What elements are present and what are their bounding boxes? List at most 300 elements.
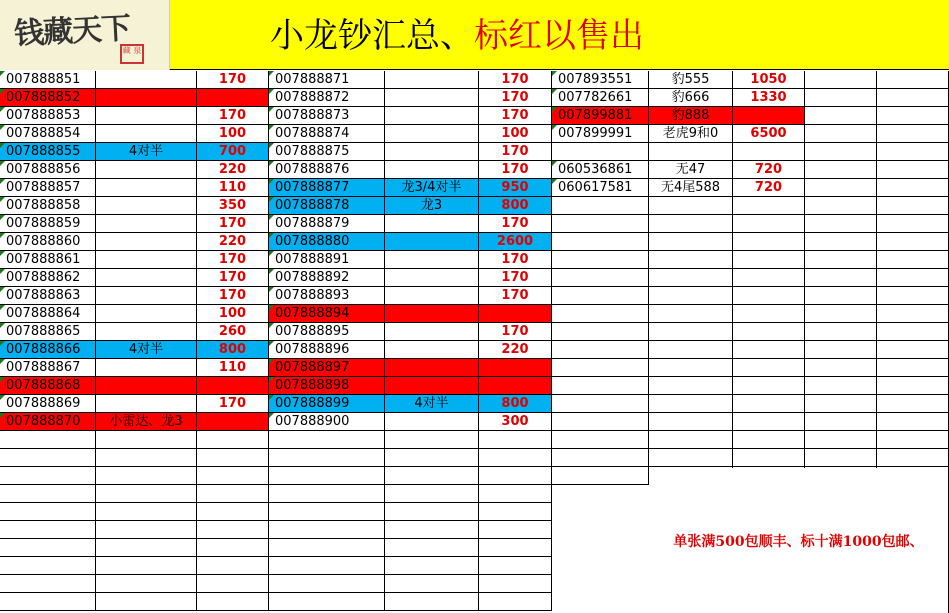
table-cell-note: [96, 215, 197, 233]
table-cell-price: [733, 233, 805, 251]
cell-comment-marker: [0, 161, 5, 166]
table-cell-note: [96, 575, 197, 593]
table-cell-price: [479, 359, 552, 377]
cell-comment-marker: [269, 305, 274, 310]
table-cell-price: [479, 449, 552, 467]
table-cell-price: 170: [479, 251, 552, 269]
table-cell-num: 007888891: [269, 251, 385, 269]
cell-comment-marker: [269, 413, 274, 418]
table-cell-num: [552, 197, 649, 215]
cell-comment-marker: [269, 179, 274, 184]
table-cell-note: [385, 431, 479, 449]
table-cell-note: [649, 287, 733, 305]
cell-comment-marker: [269, 161, 274, 166]
table-cell-note: [385, 287, 479, 305]
table-cell-price: [479, 485, 552, 503]
table-cell-price: [479, 521, 552, 539]
table-cell-num: 007888860: [0, 233, 96, 251]
cell-comment-marker: [0, 125, 5, 130]
table-cell-num: 007888866: [0, 341, 96, 359]
table-cell-price: 170: [479, 287, 552, 305]
cell-comment-marker: [0, 269, 5, 274]
empty-cell: [805, 449, 877, 467]
table-cell-num: 007888859: [0, 215, 96, 233]
table-cell-note: [649, 323, 733, 341]
empty-cell: [877, 395, 949, 413]
empty-cell: [805, 395, 877, 413]
empty-cell: [877, 125, 949, 143]
table-cell-note: [96, 107, 197, 125]
empty-cell: [877, 197, 949, 215]
table-cell-note: [385, 215, 479, 233]
table-cell-num: 007893551: [552, 71, 649, 89]
table-cell-note: [385, 485, 479, 503]
table-cell-note: [385, 359, 479, 377]
table-cell-note: [385, 377, 479, 395]
table-cell-note: [96, 305, 197, 323]
table-cell-price: 720: [733, 161, 805, 179]
table-cell-num: [269, 575, 385, 593]
table-cell-price: [197, 557, 269, 575]
table-cell-note: 无47: [649, 161, 733, 179]
table-cell-price: [197, 89, 269, 107]
empty-cell: [877, 269, 949, 287]
empty-cell: [877, 215, 949, 233]
cell-comment-marker: [269, 143, 274, 148]
table-cell-price: 220: [479, 341, 552, 359]
table-cell-price: 170: [479, 269, 552, 287]
seal-stamp: 藏 泉: [120, 44, 144, 64]
table-cell-note: [385, 107, 479, 125]
table-cell-note: [96, 485, 197, 503]
table-cell-note: [96, 449, 197, 467]
table-cell-note: [96, 161, 197, 179]
table-cell-num: 007888895: [269, 323, 385, 341]
table-cell-price: 950: [479, 179, 552, 197]
table-cell-price: [733, 395, 805, 413]
table-cell-num: 007888878: [269, 197, 385, 215]
table-cell-note: [96, 71, 197, 89]
title-black-part: 小龙钞汇总、: [270, 16, 474, 56]
table-cell-note: 4对半: [385, 395, 479, 413]
table-cell-num: 007888896: [269, 341, 385, 359]
table-cell-note: [385, 161, 479, 179]
cell-comment-marker: [269, 359, 274, 364]
table-cell-price: 220: [197, 161, 269, 179]
notice-cell: [649, 468, 949, 613]
table-cell-price: 1330: [733, 89, 805, 107]
cell-comment-marker: [269, 233, 274, 238]
table-cell-num: [552, 359, 649, 377]
empty-cell: [805, 377, 877, 395]
table-cell-note: [96, 179, 197, 197]
empty-cell: [805, 431, 877, 449]
table-cell-price: [733, 413, 805, 431]
cell-comment-marker: [0, 179, 5, 184]
table-cell-note: [385, 449, 479, 467]
table-cell-price: 1050: [733, 71, 805, 89]
table-cell-price: 100: [197, 125, 269, 143]
table-cell-note: [385, 557, 479, 575]
table-cell-num: 007888892: [269, 269, 385, 287]
table-cell-num: [552, 341, 649, 359]
empty-cell: [877, 323, 949, 341]
empty-cell: [805, 413, 877, 431]
table-cell-price: [733, 251, 805, 269]
table-cell-price: [197, 485, 269, 503]
table-cell-num: [0, 593, 96, 611]
empty-cell: [877, 359, 949, 377]
table-cell-note: [385, 341, 479, 359]
table-cell-price: 720: [733, 179, 805, 197]
table-cell-note: 豹555: [649, 71, 733, 89]
table-cell-num: 007888852: [0, 89, 96, 107]
empty-cell: [877, 287, 949, 305]
table-cell-num: [0, 575, 96, 593]
table-cell-num: 060617581: [552, 179, 649, 197]
header-bar: [0, 0, 949, 70]
cell-comment-marker: [0, 251, 5, 256]
table-cell-note: [96, 539, 197, 557]
table-cell-num: [0, 485, 96, 503]
cell-comment-marker: [0, 413, 5, 418]
empty-cell: [805, 287, 877, 305]
table-cell-num: 007888869: [0, 395, 96, 413]
table-cell-num: [269, 521, 385, 539]
table-cell-note: 4对半: [96, 341, 197, 359]
table-cell-price: [197, 467, 269, 485]
table-cell-price: 350: [197, 197, 269, 215]
empty-cell: [877, 143, 949, 161]
cell-comment-marker: [552, 107, 557, 112]
table-cell-note: [96, 89, 197, 107]
empty-cell: [805, 179, 877, 197]
cell-comment-marker: [269, 107, 274, 112]
table-cell-num: [552, 431, 649, 449]
cell-comment-marker: [552, 179, 557, 184]
table-cell-num: 007888863: [0, 287, 96, 305]
table-cell-price: [479, 557, 552, 575]
table-cell-note: [649, 359, 733, 377]
table-cell-price: 800: [479, 197, 552, 215]
cell-comment-marker: [269, 287, 274, 292]
table-cell-num: 007888897: [269, 359, 385, 377]
table-cell-price: 170: [479, 107, 552, 125]
empty-cell: [805, 197, 877, 215]
cell-comment-marker: [0, 143, 5, 148]
cell-comment-marker: [0, 71, 5, 76]
table-cell-note: 无4尾588: [649, 179, 733, 197]
table-cell-num: [269, 431, 385, 449]
table-cell-note: [96, 503, 197, 521]
empty-cell: [877, 305, 949, 323]
table-cell-note: [649, 341, 733, 359]
table-cell-price: 170: [479, 71, 552, 89]
cell-comment-marker: [269, 395, 274, 400]
table-cell-price: [733, 305, 805, 323]
table-cell-price: [733, 107, 805, 125]
table-cell-note: 龙3/4对半: [385, 179, 479, 197]
table-cell-price: 170: [479, 215, 552, 233]
table-cell-price: [197, 503, 269, 521]
table-cell-price: 800: [479, 395, 552, 413]
empty-cell: [877, 431, 949, 449]
table-cell-price: [733, 377, 805, 395]
table-cell-num: [552, 251, 649, 269]
table-cell-price: [733, 269, 805, 287]
table-cell-num: 007888861: [0, 251, 96, 269]
empty-cell: [805, 125, 877, 143]
cell-comment-marker: [0, 305, 5, 310]
table-cell-price: [733, 341, 805, 359]
table-cell-note: [649, 305, 733, 323]
table-cell-note: [96, 431, 197, 449]
empty-cell: [805, 233, 877, 251]
table-cell-note: [385, 125, 479, 143]
table-cell-note: [96, 287, 197, 305]
table-cell-num: 007888894: [269, 305, 385, 323]
empty-cell: [805, 251, 877, 269]
table-cell-num: 007888870: [0, 413, 96, 431]
cell-comment-marker: [269, 377, 274, 382]
table-cell-note: [649, 395, 733, 413]
table-cell-num: 007888879: [269, 215, 385, 233]
table-cell-price: 100: [479, 125, 552, 143]
table-cell-price: 170: [197, 215, 269, 233]
logo-text: 钱藏天下: [13, 10, 132, 53]
table-cell-price: [733, 215, 805, 233]
table-cell-note: [96, 467, 197, 485]
cell-comment-marker: [552, 125, 557, 130]
table-cell-price: [733, 431, 805, 449]
empty-cell: [877, 71, 949, 89]
table-cell-note: [385, 269, 479, 287]
table-cell-num: 060536861: [552, 161, 649, 179]
table-cell-num: 007888877: [269, 179, 385, 197]
table-cell-num: 007888857: [0, 179, 96, 197]
table-cell-price: 110: [197, 359, 269, 377]
table-cell-price: [197, 377, 269, 395]
table-cell-note: [649, 377, 733, 395]
table-cell-num: 007888854: [0, 125, 96, 143]
cell-comment-marker: [269, 323, 274, 328]
cell-comment-marker: [269, 269, 274, 274]
table-cell-price: [479, 503, 552, 521]
table-cell-num: [269, 485, 385, 503]
table-cell-num: 007888893: [269, 287, 385, 305]
empty-cell: [805, 143, 877, 161]
table-cell-price: [479, 575, 552, 593]
cell-comment-marker: [0, 341, 5, 346]
empty-cell: [877, 413, 949, 431]
table-cell-num: [552, 449, 649, 467]
empty-cell: [805, 269, 877, 287]
table-cell-price: 170: [479, 143, 552, 161]
table-cell-num: [269, 539, 385, 557]
table-cell-num: 007888868: [0, 377, 96, 395]
table-cell-price: [197, 593, 269, 611]
shipping-notice: 单张满500包顺丰、标十满1000包邮、: [673, 533, 924, 550]
table-cell-price: [733, 287, 805, 305]
table-cell-num: [552, 467, 649, 485]
table-cell-note: 豹666: [649, 89, 733, 107]
table-cell-price: [197, 539, 269, 557]
cell-comment-marker: [552, 71, 557, 76]
table-cell-note: [96, 377, 197, 395]
table-cell-note: [649, 215, 733, 233]
cell-comment-marker: [0, 323, 5, 328]
table-cell-note: [649, 449, 733, 467]
cell-comment-marker: [269, 71, 274, 76]
table-cell-num: 007888858: [0, 197, 96, 215]
empty-cell: [877, 179, 949, 197]
cell-comment-marker: [0, 359, 5, 364]
empty-cell: [805, 215, 877, 233]
table-cell-note: [385, 71, 479, 89]
empty-cell: [877, 449, 949, 467]
table-cell-note: [385, 521, 479, 539]
table-cell-num: [0, 503, 96, 521]
table-cell-price: 170: [479, 161, 552, 179]
cell-comment-marker: [0, 215, 5, 220]
empty-cell: [877, 107, 949, 125]
table-cell-price: [479, 539, 552, 557]
table-cell-num: [269, 593, 385, 611]
table-cell-num: [552, 413, 649, 431]
table-cell-num: [0, 467, 96, 485]
table-cell-price: 170: [197, 395, 269, 413]
table-cell-num: [552, 269, 649, 287]
table-cell-note: [385, 467, 479, 485]
table-cell-num: 007899881: [552, 107, 649, 125]
empty-cell: [805, 161, 877, 179]
table-cell-num: [552, 215, 649, 233]
table-cell-price: [479, 431, 552, 449]
empty-cell: [805, 107, 877, 125]
table-cell-num: [0, 521, 96, 539]
table-cell-price: [479, 305, 552, 323]
table-cell-note: [649, 143, 733, 161]
cell-comment-marker: [0, 197, 5, 202]
empty-cell: [805, 323, 877, 341]
table-cell-price: 800: [197, 341, 269, 359]
cell-comment-marker: [0, 89, 5, 94]
table-cell-note: [385, 305, 479, 323]
cell-comment-marker: [269, 197, 274, 202]
cell-comment-marker: [269, 215, 274, 220]
table-cell-note: [385, 575, 479, 593]
table-cell-num: [269, 557, 385, 575]
table-cell-price: 700: [197, 143, 269, 161]
table-cell-num: 007888873: [269, 107, 385, 125]
page-title: [270, 14, 644, 58]
cell-comment-marker: [269, 125, 274, 130]
table-cell-price: [197, 449, 269, 467]
table-cell-num: [269, 503, 385, 521]
table-cell-note: [385, 323, 479, 341]
table-cell-num: 007888880: [269, 233, 385, 251]
table-cell-price: [197, 521, 269, 539]
table-cell-note: [385, 251, 479, 269]
empty-cell: [877, 161, 949, 179]
empty-cell: [877, 233, 949, 251]
table-cell-price: [733, 197, 805, 215]
empty-cell: [805, 89, 877, 107]
table-cell-num: [552, 323, 649, 341]
table-cell-price: 170: [479, 89, 552, 107]
table-cell-price: 300: [479, 413, 552, 431]
table-cell-num: 007888853: [0, 107, 96, 125]
table-cell-note: [649, 413, 733, 431]
table-cell-price: [197, 413, 269, 431]
empty-cell: [877, 341, 949, 359]
table-cell-price: [733, 143, 805, 161]
table-cell-price: 2600: [479, 233, 552, 251]
table-cell-price: [479, 467, 552, 485]
table-cell-note: [96, 251, 197, 269]
cell-comment-marker: [0, 395, 5, 400]
table-cell-price: 110: [197, 179, 269, 197]
table-cell-note: [96, 233, 197, 251]
table-cell-note: [649, 197, 733, 215]
table-cell-price: [733, 449, 805, 467]
table-cell-price: 100: [197, 305, 269, 323]
table-cell-price: 6500: [733, 125, 805, 143]
table-cell-note: [385, 233, 479, 251]
table-cell-price: 170: [479, 323, 552, 341]
table-cell-num: 007888898: [269, 377, 385, 395]
table-cell-note: [96, 395, 197, 413]
table-cell-note: [649, 233, 733, 251]
table-cell-price: 170: [197, 71, 269, 89]
table-cell-num: 007888872: [269, 89, 385, 107]
table-cell-num: 007888900: [269, 413, 385, 431]
table-cell-price: 170: [197, 287, 269, 305]
table-cell-num: [0, 557, 96, 575]
table-cell-note: [385, 89, 479, 107]
table-cell-price: 170: [197, 269, 269, 287]
table-cell-num: [0, 449, 96, 467]
table-cell-note: 老虎9和0: [649, 125, 733, 143]
table-cell-price: [479, 593, 552, 611]
table-cell-num: 007888875: [269, 143, 385, 161]
cell-comment-marker: [0, 287, 5, 292]
table-cell-note: [96, 323, 197, 341]
empty-cell: [805, 71, 877, 89]
table-cell-num: 007888865: [0, 323, 96, 341]
table-cell-note: [96, 593, 197, 611]
table-cell-note: 龙3: [385, 197, 479, 215]
table-cell-num: [552, 287, 649, 305]
table-cell-num: 007888867: [0, 359, 96, 377]
cell-comment-marker: [0, 233, 5, 238]
table-cell-note: [385, 539, 479, 557]
table-cell-num: [552, 377, 649, 395]
table-cell-note: [96, 269, 197, 287]
table-cell-note: [96, 197, 197, 215]
table-cell-num: 007888851: [0, 71, 96, 89]
table-cell-price: [197, 575, 269, 593]
table-cell-note: [649, 431, 733, 449]
table-cell-note: 豹888: [649, 107, 733, 125]
table-cell-num: [0, 431, 96, 449]
table-cell-note: [385, 413, 479, 431]
empty-cell: [877, 377, 949, 395]
empty-cell: [805, 305, 877, 323]
table-cell-price: [197, 431, 269, 449]
table-cell-note: [385, 503, 479, 521]
table-cell-note: [649, 269, 733, 287]
